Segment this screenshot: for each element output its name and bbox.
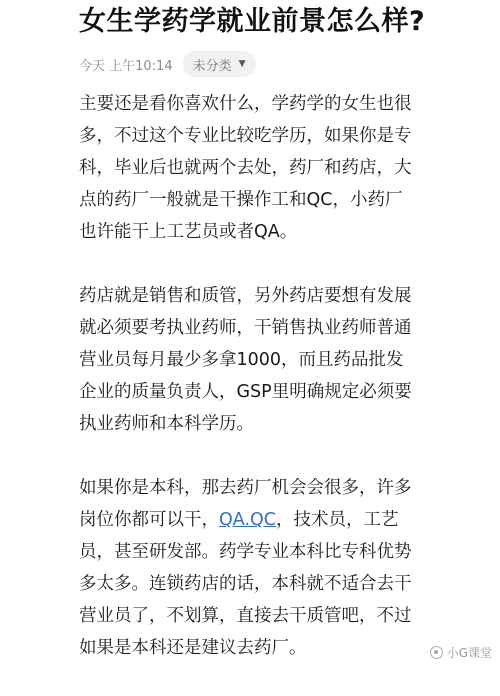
watermark-text: 小G课堂 [446,646,492,660]
caret-down-icon: ▼ [238,58,246,69]
paragraph-1: 主要还是看你喜欢什么，学药学的女生也很多，不过这个专业比较吃学历，如果你是专科，毕业后也就两个去处，药厂和药店，大点的药厂一般就是干操作工和QC，小药厂也许能干上工艺员或者QA。 [79,94,412,242]
paragraph-2: 药店就是销售和质管，另外药店要想有发展就必须要考执业药师，干销售执业药师普通营业员每月最少多拿1000，而且药品批发企业的质量负责人，GSP里明确规定必须要执业药师和本科学历。 [79,286,412,434]
article-body [79,88,419,696]
article-title: 女生学药学就业前景怎么样? [79,6,426,37]
paragraph-3-text-after: ，技术员，工艺员，甚至研发部。药学专业本科比专科优势多太多。连锁药店的话，本科就不适合去干营业员了，不划算，直接去干质管吧，不过如果是本科还是建议去药厂。 [79,510,412,658]
article-meta [79,50,256,78]
qa-qc-link[interactable]: QA.QC [219,510,276,530]
watermark [430,644,492,661]
watermark-logo-icon [430,646,443,659]
paragraph-3-text-before: 如果你是本科，那去药厂机会会很多，许多岗位你都可以干， [79,478,412,530]
paragraph-3 [79,472,419,664]
category-dropdown[interactable] [183,51,256,77]
category-label: 未分类 [192,58,232,74]
publish-date: 今天 上午10:14 [79,58,173,74]
